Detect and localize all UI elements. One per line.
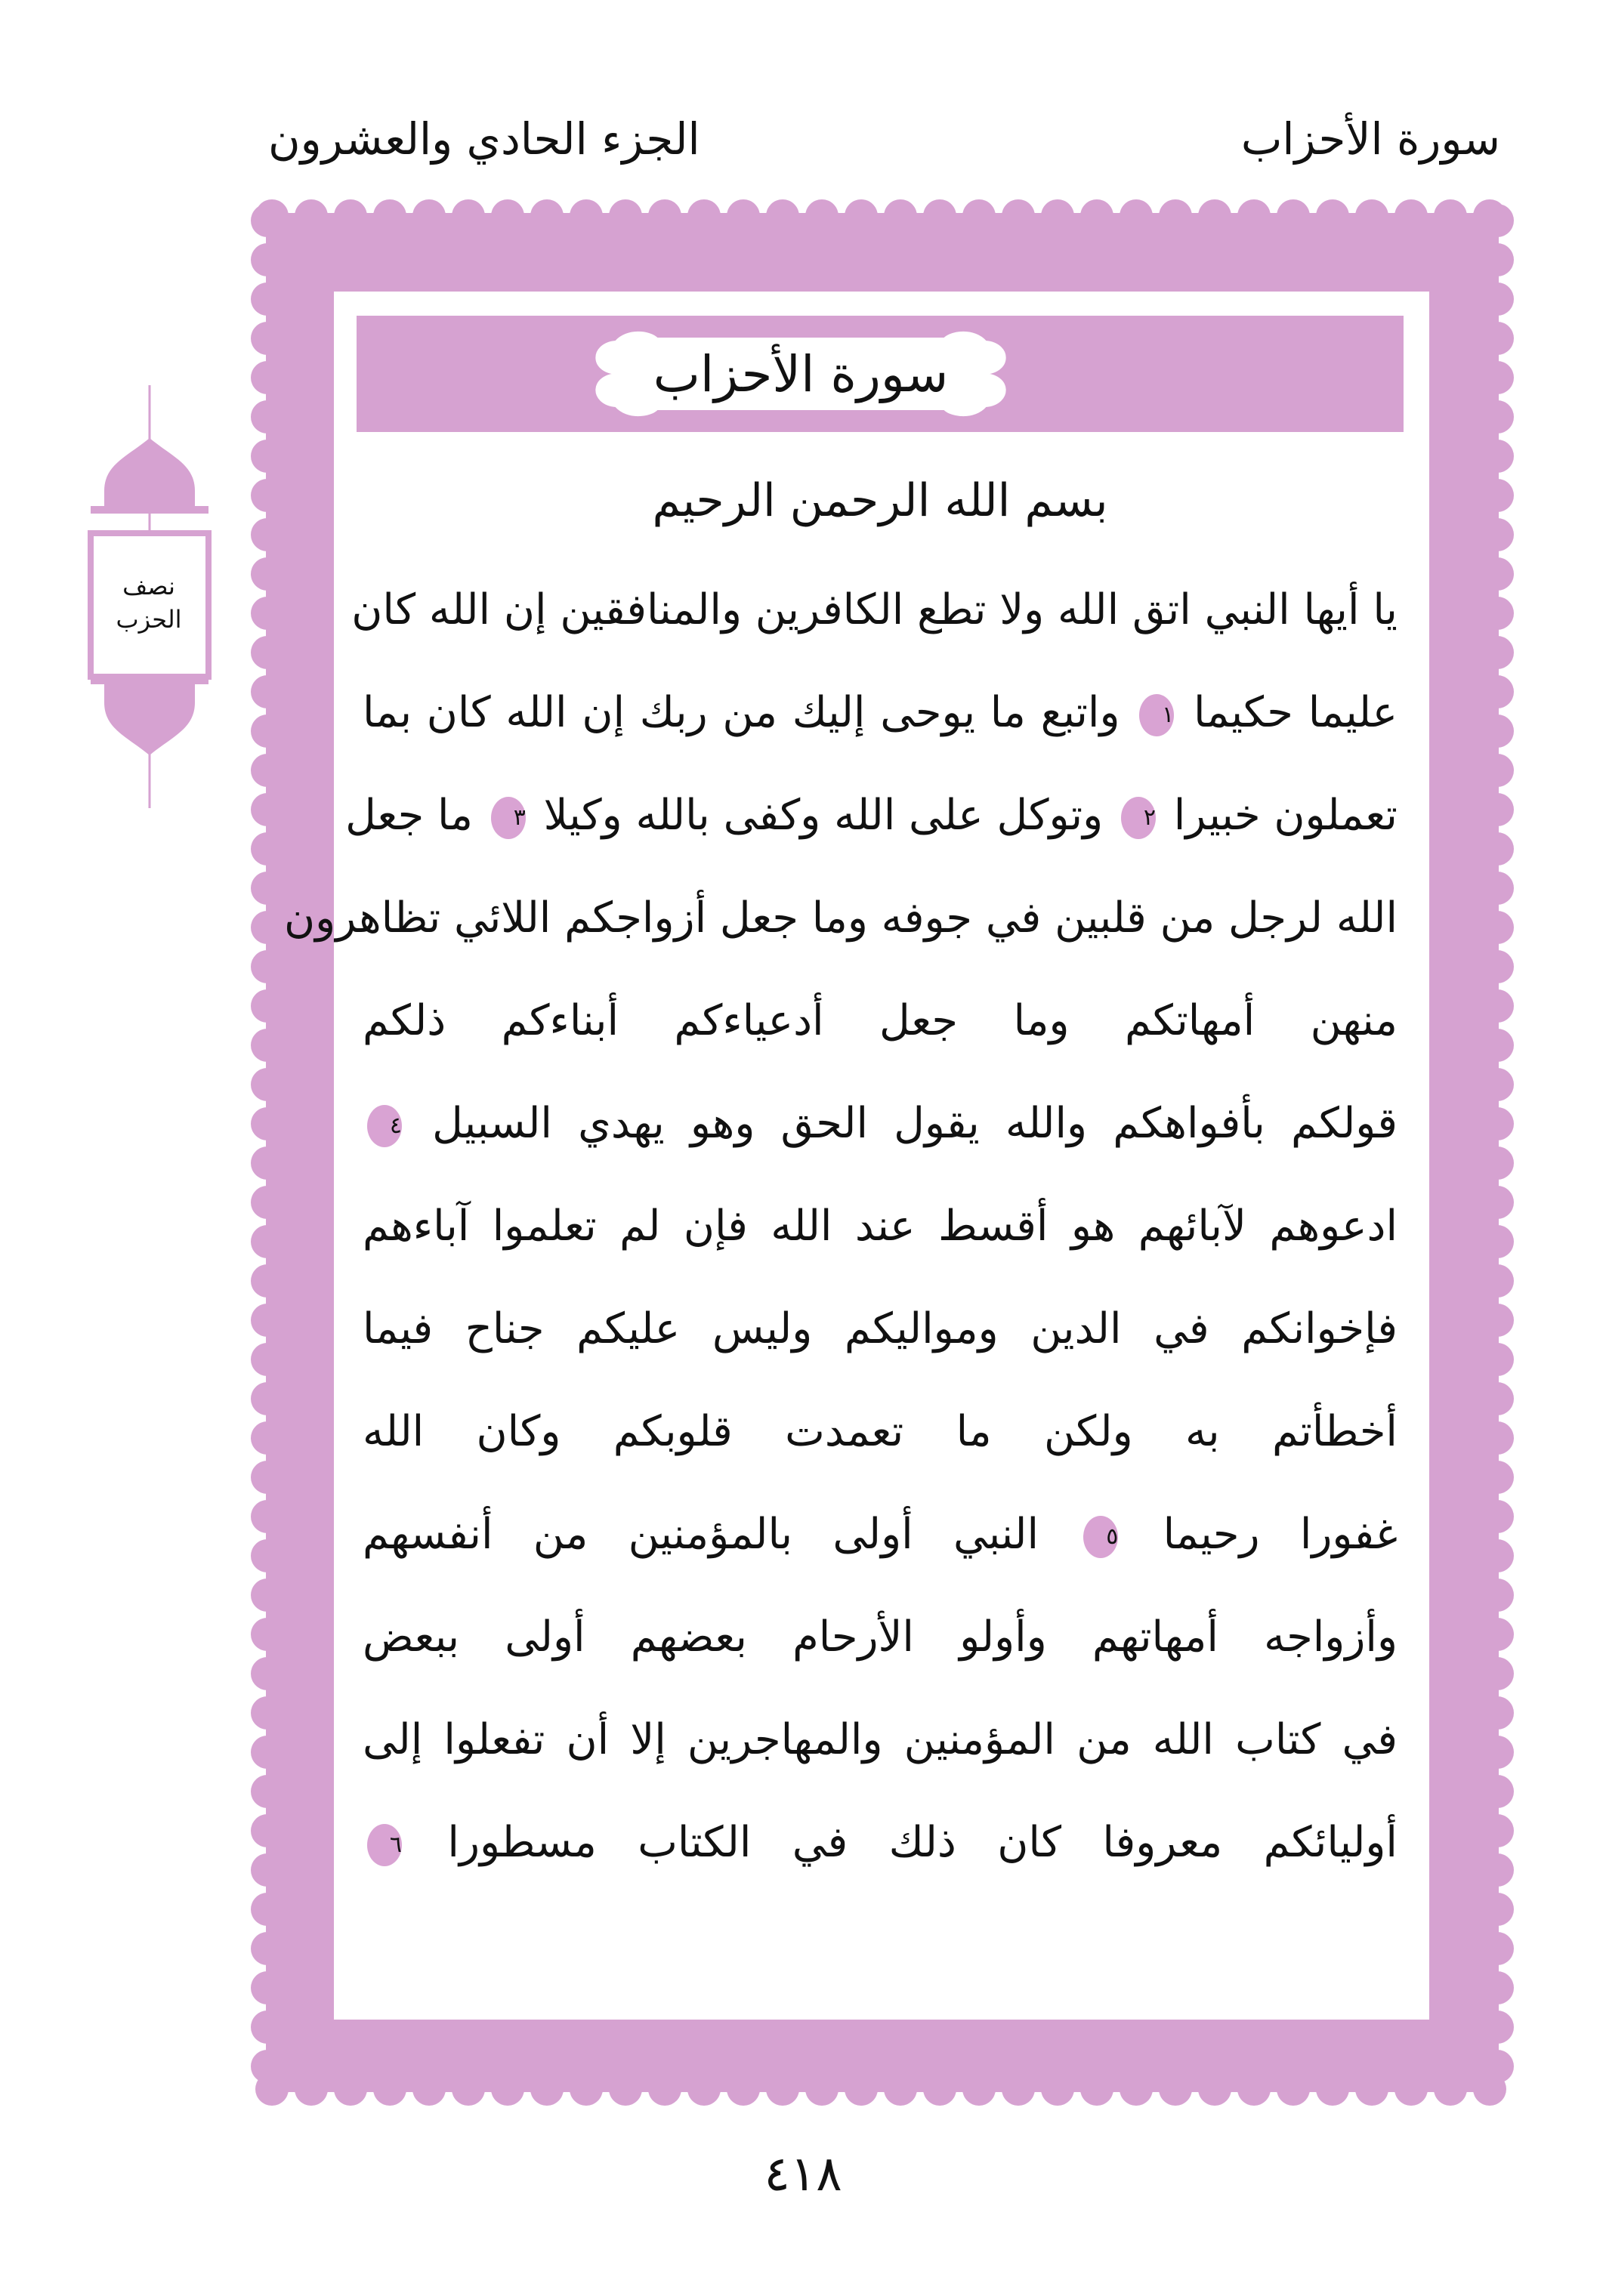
verse-text: وأزواجه أمهاتهم وأولو الأرحام بعضهم أولى ببعض	[363, 1612, 1398, 1662]
verse-line	[351, 559, 1398, 662]
verse-text: تعملون خبيرا	[1173, 791, 1398, 840]
hizb-label-line1: نصف	[122, 572, 175, 600]
hizb-marker-label	[95, 550, 202, 656]
ayah-number-marker: ٣	[491, 797, 526, 839]
verse-line	[345, 764, 1398, 867]
verse-line	[363, 1278, 1398, 1381]
verse-text: واتبع ما يوحى إليك من ربك إن الله كان بما	[363, 688, 1120, 737]
page-number: ٤١٨	[764, 2146, 842, 2202]
verse-text: وتوكل على الله وكفى بالله وكيلا	[543, 791, 1104, 840]
verse-line	[363, 1381, 1398, 1483]
verse-line	[363, 1072, 1398, 1175]
verse-text: النبي أولى بالمؤمنين من أنفسهم	[363, 1510, 1039, 1559]
header-surah-name: سورة الأحزاب	[1240, 113, 1500, 165]
ayah-number-marker: ٦	[367, 1824, 402, 1866]
verse-line	[363, 970, 1398, 1072]
verse-line	[363, 662, 1398, 764]
verse-text: منهن أمهاتكم وما جعل أدعياءكم أبناءكم ذلكم	[363, 996, 1398, 1045]
ayah-number-marker: ١	[1139, 694, 1174, 736]
verse-line	[363, 1791, 1398, 1894]
verse-text: عليما حكيما	[1194, 688, 1398, 737]
header-juz-name: الجزء الحادي والعشرون	[268, 113, 700, 165]
verse-text: أخطأتم به ولكن ما تعمدت قلوبكم وكان الله	[363, 1407, 1398, 1456]
verse-line	[363, 1586, 1398, 1689]
verse-line	[363, 1175, 1398, 1278]
verse-text: الله لرجل من قلبين في جوفه وما جعل أزواجكم اللائي تظاهرون	[284, 893, 1398, 943]
basmala: بسم الله الرحمن الرحيم	[652, 474, 1108, 527]
ayah-number-marker: ٥	[1083, 1516, 1118, 1558]
verse-text: في كتاب الله من المؤمنين والمهاجرين إلا أن تفعلوا إلى	[363, 1715, 1398, 1764]
verse-text: يا أيها النبي اتق الله ولا تطع الكافرين والمنافقين إن الله كان	[351, 585, 1398, 634]
verse-text: قولكم بأفواهكم والله يقول الحق وهو يهدي السبيل	[432, 1099, 1398, 1148]
hizb-label-line2: الحزب	[116, 605, 182, 634]
verse-line	[363, 1689, 1398, 1791]
ayah-number-marker: ٤	[367, 1105, 402, 1147]
verse-text-block	[284, 559, 1398, 1894]
verse-text: ادعوهم لآبائهم هو أقسط عند الله فإن لم تعلموا آباءهم	[363, 1202, 1398, 1251]
ayah-number-marker: ٢	[1121, 797, 1156, 839]
verse-text: أوليائكم معروفا كان ذلك في الكتاب مسطورا	[447, 1818, 1398, 1867]
surah-title: سورة الأحزاب	[653, 344, 949, 403]
verse-line	[363, 1483, 1398, 1586]
verse-text: فإخوانكم في الدين ومواليكم وليس عليكم جناح فيما	[363, 1304, 1398, 1353]
verse-text: غفورا رحيما	[1163, 1510, 1398, 1559]
verse-text: ما جعل	[345, 791, 474, 840]
verse-line	[284, 867, 1398, 970]
